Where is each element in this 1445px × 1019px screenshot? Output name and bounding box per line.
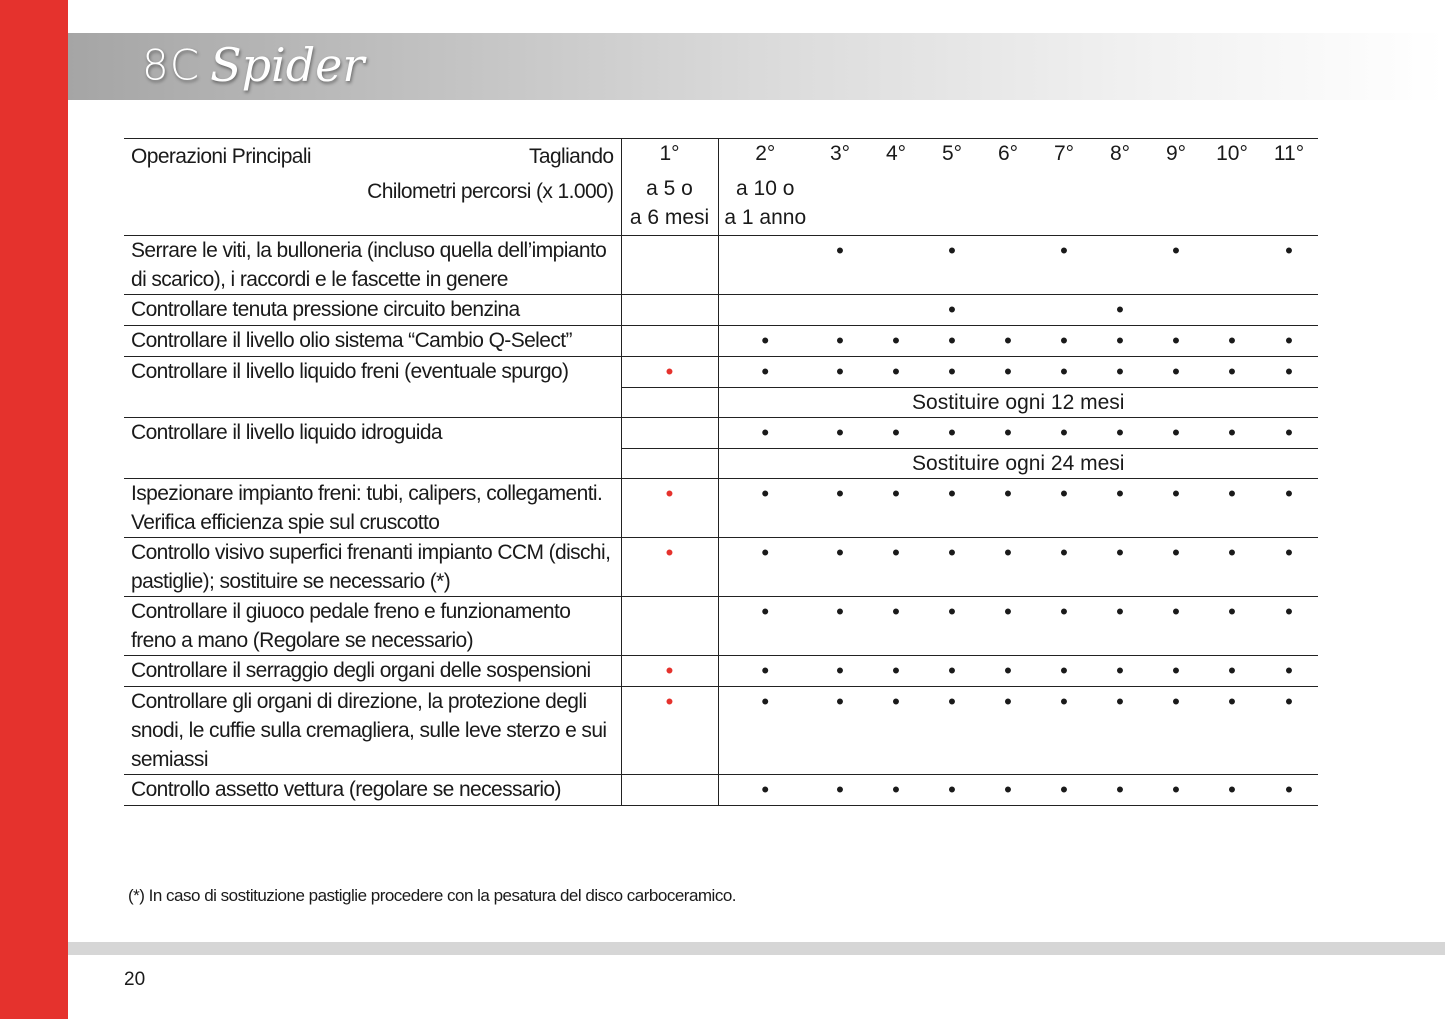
service-1-mark [621, 418, 718, 449]
service-4-header: 4° [885, 142, 907, 165]
operation-text: Controllare il serraggio degli organi delle sospensioni [124, 656, 621, 687]
bullet-icon: • [1116, 481, 1124, 506]
service-9-mark [1148, 295, 1204, 326]
service-8-mark [1092, 538, 1148, 597]
bullet-icon: • [836, 599, 844, 624]
service-9-mark [1148, 418, 1204, 449]
bullet-icon: • [1116, 658, 1124, 683]
red-side-band [0, 0, 68, 1019]
service-11-mark [1260, 687, 1318, 775]
bullet-icon: • [1004, 481, 1012, 506]
bullet-icon: • [1172, 359, 1180, 384]
bullet-icon: • [1060, 658, 1068, 683]
service-2-mark [718, 538, 812, 597]
service-10-mark [1204, 326, 1260, 357]
maintenance-table [124, 138, 1318, 806]
bullet-icon: • [1228, 359, 1236, 384]
service-8-mark [1092, 775, 1148, 806]
service-4-mark [868, 479, 924, 538]
service-11-mark [1260, 656, 1318, 687]
table-row [124, 418, 1318, 449]
service-5-mark [924, 357, 980, 388]
service-10-mark [1204, 597, 1260, 656]
service-9-mark [1148, 538, 1204, 597]
service-3-mark [812, 597, 868, 656]
service-8-mark [1092, 326, 1148, 357]
page-number: 20 [124, 969, 146, 990]
km-label: Chilometri percorsi (x 1.000) [367, 180, 614, 203]
service-10-mark [1204, 775, 1260, 806]
service-6-mark [980, 775, 1036, 806]
bullet-icon: • [1228, 328, 1236, 353]
bullet-icon: • [892, 777, 900, 802]
bullet-icon: • [761, 328, 770, 353]
service-9-mark [1148, 236, 1204, 295]
logo-model: 8C [142, 40, 201, 90]
bullet-icon: • [892, 599, 900, 624]
bullet-icon: • [761, 540, 770, 565]
service-1-empty [621, 388, 718, 418]
service-8-header: 8° [1109, 142, 1131, 165]
bullet-icon: • [1172, 420, 1180, 445]
bullet-icon: • [836, 481, 844, 506]
bullet-icon: • [836, 238, 844, 263]
service-1-header [621, 139, 718, 236]
footer-band [68, 942, 1445, 955]
bullet-icon: • [948, 689, 956, 714]
service-2-mark [718, 295, 812, 326]
bullet-icon: • [1116, 689, 1124, 714]
bullet-icon: • [892, 481, 900, 506]
bullet-icon: • [761, 359, 770, 384]
bullet-icon: • [1060, 328, 1068, 353]
service-11-mark [1260, 418, 1318, 449]
service-1-mark [621, 597, 718, 656]
bullet-icon: • [1116, 540, 1124, 565]
service-interval [719, 174, 813, 232]
bullet-icon: • [761, 420, 770, 445]
service-3-mark [812, 295, 868, 326]
bullet-icon: • [1116, 359, 1124, 384]
bullet-icon: • [836, 689, 844, 714]
bullet-icon: • [1004, 777, 1012, 802]
service-8-mark [1092, 236, 1148, 295]
bullet-icon: • [1060, 359, 1068, 384]
service-1-mark [621, 236, 718, 295]
service-4-mark [868, 597, 924, 656]
service-6-mark [980, 418, 1036, 449]
bullet-icon: • [1228, 540, 1236, 565]
service-4-mark [868, 357, 924, 388]
service-2-header [718, 139, 812, 236]
bullet-icon: • [761, 658, 770, 683]
bullet-icon: • [836, 540, 844, 565]
service-10-mark [1204, 295, 1260, 326]
service-9-mark [1148, 687, 1204, 775]
service-8-mark [1092, 418, 1148, 449]
service-6-mark [980, 687, 1036, 775]
service-7-mark [1036, 479, 1092, 538]
bullet-icon: • [948, 599, 956, 624]
bullet-icon: • [836, 420, 844, 445]
table-row [124, 326, 1318, 357]
service-4-mark [868, 656, 924, 687]
service-5-mark [924, 775, 980, 806]
bullet-icon: • [761, 777, 770, 802]
bullet-icon: • [1285, 658, 1293, 683]
service-2-mark [718, 418, 812, 449]
bullet-icon: • [948, 420, 956, 445]
service-7-mark [1036, 236, 1092, 295]
service-4-mark [868, 775, 924, 806]
bullet-icon: • [1004, 599, 1012, 624]
table-header-row [124, 139, 1318, 236]
operation-text: Controllare il livello liquido freni (eventuale spurgo) [124, 357, 621, 418]
service-5-mark [924, 295, 980, 326]
red-bullet-icon: • [665, 481, 674, 506]
bullet-icon: • [1004, 689, 1012, 714]
service-10-mark [1204, 656, 1260, 687]
service-9-mark [1148, 479, 1204, 538]
service-11-mark [1260, 326, 1318, 357]
bullet-icon: • [948, 481, 956, 506]
service-1-mark [621, 538, 718, 597]
logo-name: Spider [210, 38, 365, 92]
service-7-mark [1036, 418, 1092, 449]
bullet-icon: • [1228, 481, 1236, 506]
service-8-mark [1092, 687, 1148, 775]
bullet-icon: • [1060, 481, 1068, 506]
bullet-icon: • [761, 481, 770, 506]
service-6-mark [980, 656, 1036, 687]
service-label: 2° [755, 142, 776, 165]
service-10-mark [1204, 479, 1260, 538]
bullet-icon: • [892, 540, 900, 565]
bullet-icon: • [1228, 599, 1236, 624]
service-9-mark [1148, 656, 1204, 687]
replacement-note: Sostituire ogni 12 mesi [912, 391, 1125, 414]
service-6-mark [980, 295, 1036, 326]
bullet-icon: • [1285, 689, 1293, 714]
bullet-icon: • [892, 359, 900, 384]
bullet-icon: • [1116, 328, 1124, 353]
service-9-header: 9° [1165, 142, 1187, 165]
operation-text: Controllare il giuoco pedale freno e funzionamento freno a mano (Regolare se necessario) [124, 597, 621, 656]
service-2-mark [718, 656, 812, 687]
service-10-mark [1204, 538, 1260, 597]
service-4-mark [868, 538, 924, 597]
service-3-mark [812, 418, 868, 449]
service-11-mark [1260, 479, 1318, 538]
interval-km: a 10 o [736, 177, 795, 200]
bullet-icon: • [1004, 658, 1012, 683]
bullet-icon: • [1228, 777, 1236, 802]
bullet-icon: • [836, 328, 844, 353]
service-5-mark [924, 418, 980, 449]
service-5-mark [924, 326, 980, 357]
service-10-mark [1204, 687, 1260, 775]
table-row [124, 236, 1318, 295]
bullet-icon: • [1116, 297, 1124, 322]
bullet-icon: • [761, 689, 770, 714]
service-1-mark [621, 326, 718, 357]
service-1-mark [621, 687, 718, 775]
service-2-mark [718, 597, 812, 656]
service-6-mark [980, 236, 1036, 295]
red-bullet-icon: • [665, 540, 674, 565]
service-3-mark [812, 538, 868, 597]
service-2-mark [718, 775, 812, 806]
service-8-mark [1092, 295, 1148, 326]
service-7-mark [1036, 687, 1092, 775]
replacement-note: Sostituire ogni 24 mesi [912, 452, 1125, 475]
table-row [124, 357, 1318, 388]
service-6-mark [980, 479, 1036, 538]
bullet-icon: • [1004, 359, 1012, 384]
bullet-icon: • [948, 540, 956, 565]
operation-text: Controllo assetto vettura (regolare se necessario) [124, 775, 621, 806]
service-5-header: 5° [941, 142, 963, 165]
service-9-mark [1148, 357, 1204, 388]
service-5-mark [924, 236, 980, 295]
service-1-mark [621, 357, 718, 388]
bullet-icon: • [1172, 689, 1180, 714]
service-3-mark [812, 357, 868, 388]
bullet-icon: • [1060, 777, 1068, 802]
service-8-mark [1092, 656, 1148, 687]
operation-text: Serrare le viti, la bulloneria (incluso quella dell’impianto di scarico), i raccordi e le fascette in genere [124, 236, 621, 295]
bullet-icon: • [948, 328, 956, 353]
service-2-mark [718, 479, 812, 538]
interval-time: a 6 mesi [629, 206, 710, 229]
service-4-mark [868, 326, 924, 357]
bullet-icon: • [1285, 420, 1293, 445]
bullet-icon: • [892, 689, 900, 714]
service-3-mark [812, 656, 868, 687]
bullet-icon: • [1172, 540, 1180, 565]
bullet-icon: • [1172, 777, 1180, 802]
bullet-icon: • [1004, 540, 1012, 565]
bullet-icon: • [1116, 420, 1124, 445]
bullet-icon: • [1228, 689, 1236, 714]
table-row [124, 538, 1318, 597]
bullet-icon: • [1172, 658, 1180, 683]
service-11-mark [1260, 597, 1318, 656]
service-10-mark [1204, 418, 1260, 449]
service-4-mark [868, 687, 924, 775]
service-7-mark [1036, 656, 1092, 687]
service-10-header: 10° [1216, 142, 1248, 165]
bullet-icon: • [1004, 420, 1012, 445]
service-10-mark [1204, 236, 1260, 295]
service-11-mark [1260, 236, 1318, 295]
service-9-mark [1148, 326, 1204, 357]
service-3-header: 3° [829, 142, 851, 165]
bullet-icon: • [1116, 777, 1124, 802]
bullet-icon: • [1228, 420, 1236, 445]
interval-time: a 1 anno [724, 206, 807, 229]
bullet-icon: • [1285, 540, 1293, 565]
service-label: 1° [659, 142, 680, 165]
bullet-icon: • [1172, 328, 1180, 353]
service-11-mark [1260, 775, 1318, 806]
service-2-mark [718, 687, 812, 775]
table-row [124, 597, 1318, 656]
service-6-mark [980, 326, 1036, 357]
service-3-mark [812, 775, 868, 806]
table-row [124, 687, 1318, 775]
bullet-icon: • [948, 777, 956, 802]
bullet-icon: • [1285, 328, 1293, 353]
service-1-mark [621, 656, 718, 687]
service-6-mark [980, 357, 1036, 388]
table-row [124, 479, 1318, 538]
service-7-mark [1036, 357, 1092, 388]
service-3-mark [812, 236, 868, 295]
service-9-mark [1148, 775, 1204, 806]
service-3-mark [812, 326, 868, 357]
header-operations-cell [124, 139, 621, 236]
service-4-mark [868, 236, 924, 295]
service-2-mark [718, 326, 812, 357]
service-7-mark [1036, 775, 1092, 806]
bullet-icon: • [1285, 777, 1293, 802]
bullet-icon: • [1060, 238, 1068, 263]
bullet-icon: • [836, 359, 844, 384]
tagliando-label: Tagliando [528, 145, 614, 168]
service-2-mark [718, 236, 812, 295]
service-8-mark [1092, 479, 1148, 538]
operation-text: Controllare tenuta pressione circuito benzina [124, 295, 621, 326]
table-row [124, 656, 1318, 687]
operation-text: Controllare il livello liquido idroguida [124, 418, 621, 479]
bullet-icon: • [836, 777, 844, 802]
service-5-mark [924, 538, 980, 597]
bullet-icon: • [1060, 599, 1068, 624]
bullet-icon: • [1285, 481, 1293, 506]
bullet-icon: • [1172, 238, 1180, 263]
bullet-icon: • [948, 297, 956, 322]
service-7-mark [1036, 326, 1092, 357]
service-11-mark [1260, 538, 1318, 597]
bullet-icon: • [1060, 540, 1068, 565]
operation-text: Controllo visivo superfici frenanti impianto CCM (dischi, pastiglie); sostituire se necessario (*) [124, 538, 621, 597]
service-9-mark [1148, 597, 1204, 656]
bullet-icon: • [892, 328, 900, 353]
service-5-mark [924, 479, 980, 538]
service-1-mark [621, 295, 718, 326]
service-2-mark [718, 357, 812, 388]
service-4-mark [868, 418, 924, 449]
service-5-mark [924, 597, 980, 656]
service-3-mark [812, 687, 868, 775]
bullet-icon: • [1285, 359, 1293, 384]
operation-text: Controllare gli organi di direzione, la protezione degli snodi, le cuffie sulla cremagliera, sulle leve sterzo e sui semiassi [124, 687, 621, 775]
interval-km: a 5 o [646, 177, 693, 200]
service-7-mark [1036, 597, 1092, 656]
service-6-header: 6° [997, 142, 1019, 165]
service-11-header: 11° [1273, 142, 1305, 165]
service-7-mark [1036, 295, 1092, 326]
bullet-icon: • [948, 359, 956, 384]
bullet-icon: • [1285, 238, 1293, 263]
bullet-icon: • [948, 658, 956, 683]
service-4-mark [868, 295, 924, 326]
service-11-mark [1260, 357, 1318, 388]
bullet-icon: • [1285, 599, 1293, 624]
service-1-mark [621, 479, 718, 538]
service-8-mark [1092, 357, 1148, 388]
red-bullet-icon: • [665, 658, 674, 683]
bullet-icon: • [892, 658, 900, 683]
bullet-icon: • [761, 599, 770, 624]
bullet-icon: • [1228, 658, 1236, 683]
bullet-icon: • [892, 420, 900, 445]
operations-label: Operazioni Principali [131, 145, 311, 168]
red-bullet-icon: • [665, 689, 674, 714]
service-6-mark [980, 538, 1036, 597]
service-5-mark [924, 687, 980, 775]
bullet-icon: • [1060, 689, 1068, 714]
bullet-icon: • [1060, 420, 1068, 445]
service-7-header: 7° [1053, 142, 1075, 165]
bullet-icon: • [1172, 599, 1180, 624]
logo [142, 38, 364, 96]
table-row [124, 295, 1318, 326]
bullet-icon: • [1116, 599, 1124, 624]
service-11-mark [1260, 295, 1318, 326]
table-row [124, 775, 1318, 806]
service-interval [622, 174, 718, 232]
footnote: (*) In caso di sostituzione pastiglie procedere con la pesatura del disco carboceramico. [128, 886, 737, 905]
service-5-mark [924, 656, 980, 687]
service-8-mark [1092, 597, 1148, 656]
service-6-mark [980, 597, 1036, 656]
bullet-icon: • [836, 658, 844, 683]
bullet-icon: • [948, 238, 956, 263]
bullet-icon: • [1172, 481, 1180, 506]
service-3-mark [812, 479, 868, 538]
service-7-mark [1036, 538, 1092, 597]
operation-text: Controllare il livello olio sistema “Cambio Q-Select” [124, 326, 621, 357]
red-bullet-icon: • [665, 359, 674, 384]
service-1-mark [621, 775, 718, 806]
bullet-icon: • [1004, 328, 1012, 353]
operation-text: Ispezionare impianto freni: tubi, calipers, collegamenti. Verifica efficienza spie sul cruscotto [124, 479, 621, 538]
service-10-mark [1204, 357, 1260, 388]
service-1-empty [621, 449, 718, 479]
